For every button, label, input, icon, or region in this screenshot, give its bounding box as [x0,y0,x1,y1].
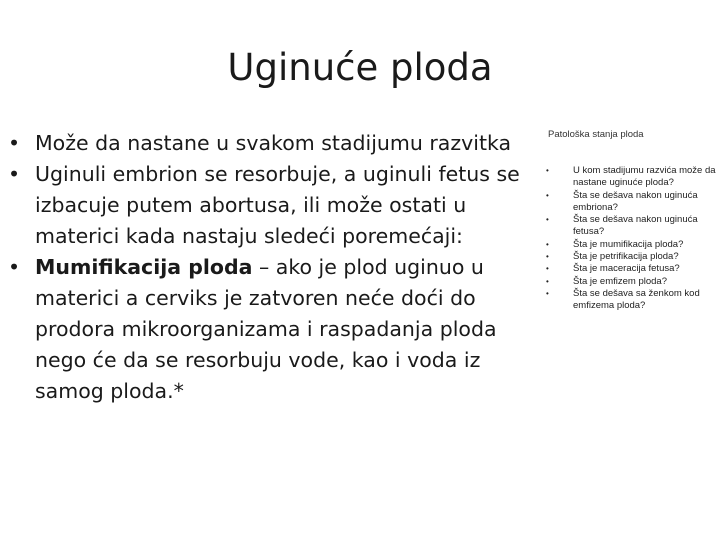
bullet-dot: • [546,288,549,298]
sidebar-question-text: Šta je emfizem ploda? [573,275,667,287]
sidebar-question-text: Šta se dešava nakon uginuća embriona? [573,189,698,213]
main-bullet-item [8,252,528,407]
bullet-dot: • [546,190,549,200]
bullet-dot: • [546,239,549,249]
sidebar-question [546,251,716,263]
sidebar-question [546,263,716,275]
main-bullet-text: Uginuli embrion se resorbuje, a uginuli fetus se izbacuje putem abortusa, ili može ostati u materici kada nastaju sledeći poremećaji: [35,162,520,248]
bullet-dot: • [546,252,549,262]
sidebar-question-text: Šta je maceracija fetusa? [573,263,680,275]
sidebar-question [546,165,716,190]
sidebar-question-text: Šta se dešava nakon uginuća fetusa? [573,214,698,238]
main-bullet-text: Može da nastane u svakom stadijumu razvitka [35,131,512,155]
sidebar-question-text: Šta je petrifikacija ploda? [573,251,679,263]
bullet-dot: • [8,255,21,279]
sidebar-question [546,239,716,251]
main-bullet-bold-term: Mumifikacija ploda [35,255,253,279]
sidebar-question [546,288,716,313]
main-bullet-item [8,159,528,252]
sidebar-question [546,276,716,288]
sidebar-heading: Patološka stanja ploda [548,129,644,140]
sidebar-question-text: U kom stadijumu razvića može da nastane uginuće ploda? [573,165,716,189]
sidebar-question-list [546,165,716,313]
bullet-dot: • [546,264,549,274]
bullet-dot: • [546,215,549,225]
slide-title: Uginuće ploda [227,46,493,89]
bullet-dot: • [546,166,549,175]
sidebar-question [546,190,716,215]
bullet-dot: • [546,276,549,286]
sidebar-question-text: Šta se dešava sa ženkom kod emfizema ploda? [573,287,700,312]
sidebar-question [546,214,716,239]
bullet-dot: • [8,131,21,155]
sidebar-question-text: Šta je mumifikacija ploda? [573,238,684,250]
bullet-dot: • [8,162,21,186]
main-bullet-text: – ako je plod uginuo u materici a cerviks je zatvoren neće doći do prodora mikroorganizama i raspadanja ploda nego će da se resorbuju vode, kao i voda iz samog ploda.* [35,255,497,403]
main-bullet-list [8,128,528,407]
main-bullet-item [8,128,528,159]
